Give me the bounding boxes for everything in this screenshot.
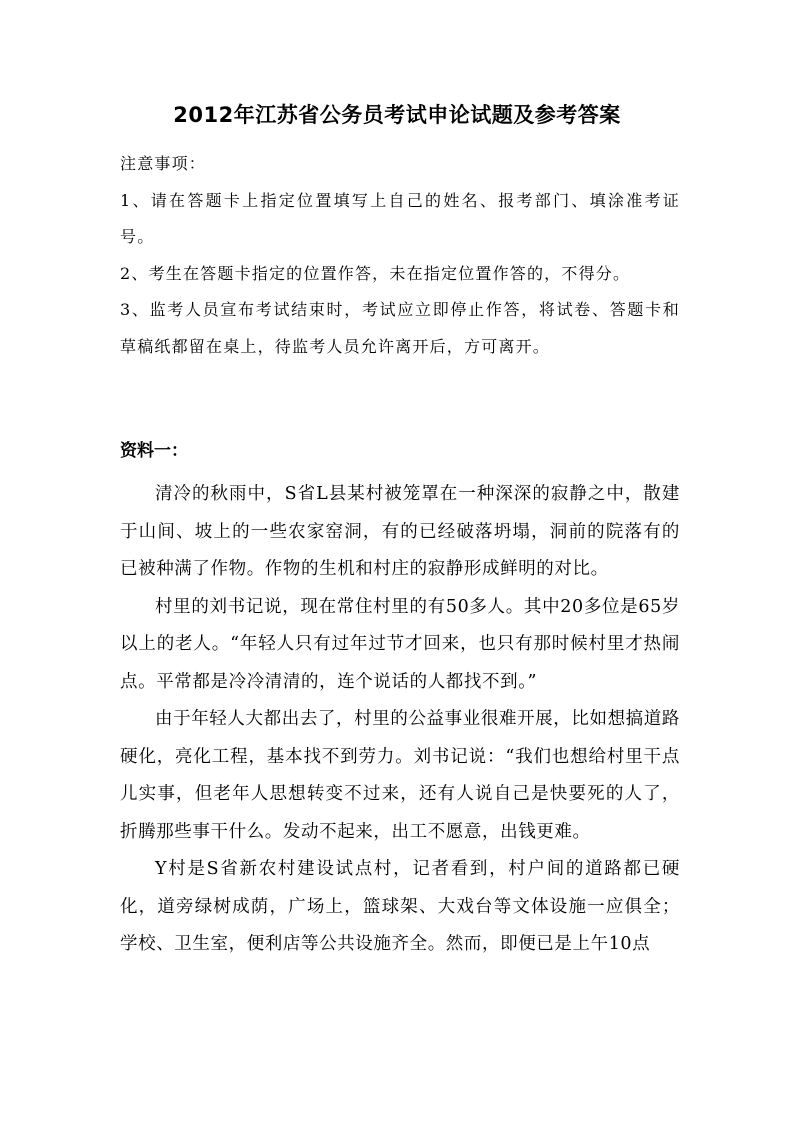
notice-item: 3、监考人员宣布考试结束时，考试应立即停止作答，将试卷、答题卡和草稿纸都留在桌上，待监考人员允许离开后，方可离开。 xyxy=(120,300,680,356)
material-paragraph: Y村是S省新农村建设试点村，记者看到，村户间的道路都已硬化，道旁绿树成荫，广场上，篮球架、大戏台等文体设施一应俱全；学校、卫生室，便利店等公共设施齐全。然而，即便已是上午10点 xyxy=(120,859,680,954)
material-body xyxy=(120,476,680,964)
document-title: 2012年江苏省公务员考试申论试题及参考答案 xyxy=(173,103,621,127)
material-paragraph: 清冷的秋雨中，S省L县某村被笼罩在一种深深的寂静之中，散建于山间、坡上的一些农家窑洞，有的已经破落坍塌，洞前的院落有的已被种满了作物。作物的生机和村庄的寂静形成鲜明的对比。 xyxy=(120,484,680,579)
material-paragraph: 由于年轻人大都出去了，村里的公益事业很难开展，比如想搞道路硬化，亮化工程，基本找不到劳力。刘书记说：“我们也想给村里干点儿实事，但老年人思想转变不过来，还有人说自己是快要死的人了，折腾那些事干什么。发动不起来，出工不愿意，出钱更难。 xyxy=(120,709,680,842)
material-heading: 资料一： xyxy=(120,441,188,461)
notice-heading: 注意事项： xyxy=(120,154,207,173)
material-paragraph: 村里的刘书记说，现在常住村里的有50多人。其中20多位是65岁以上的老人。“年轻人只有过年过节才回来，也只有那时候村里才热闹点。平常都是冷冷清清的，连个说话的人都找不到。” xyxy=(120,596,680,692)
notice-item: 2、考生在答题卡指定的位置作答，未在指定位置作答的，不得分。 xyxy=(120,263,631,283)
notice-item: 1、请在答题卡上指定位置填写上自己的姓名、报考部门、填涂准考证号。 xyxy=(120,190,680,246)
notice-section xyxy=(120,146,680,365)
